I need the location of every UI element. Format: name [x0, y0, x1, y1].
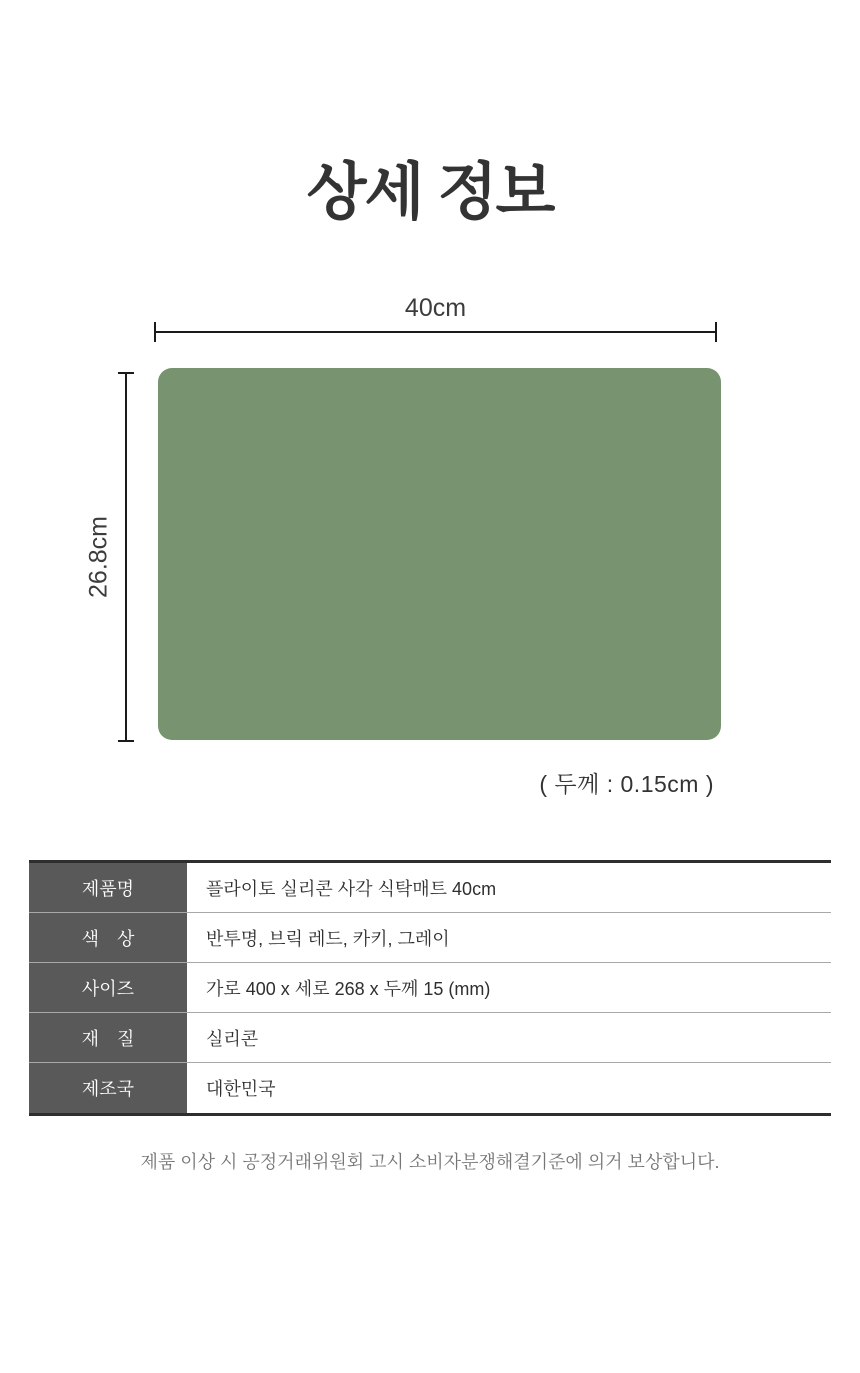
width-dimension-tick-right — [715, 322, 717, 342]
table-row — [29, 1013, 831, 1063]
table-row — [29, 1063, 831, 1113]
spec-value-color: 반투명, 브릭 레드, 카키, 그레이 — [187, 913, 831, 962]
spec-label-product-name: 제품명 — [29, 863, 187, 912]
spec-value-material: 실리콘 — [187, 1013, 831, 1062]
width-dimension-label: 40cm — [404, 294, 467, 322]
spec-label-size: 사이즈 — [29, 963, 187, 1012]
spec-value-size: 가로 400 x 세로 268 x 두께 15 (mm) — [187, 963, 831, 1012]
height-dimension-label: 26.8cm — [84, 516, 113, 598]
spec-label-color: 색 상 — [29, 913, 187, 962]
silicone-mat-image — [158, 368, 721, 740]
height-dimension-tick-top — [118, 372, 134, 374]
width-dimension-tick-left — [154, 322, 156, 342]
table-row — [29, 863, 831, 913]
page-title: 상세 정보 — [306, 158, 554, 227]
compensation-notice: 제품 이상 시 공정거래위원회 고시 소비자분쟁해결기준에 의거 보상합니다. — [140, 1152, 720, 1172]
thickness-note: ( 두께 : 0.15cm ) — [539, 771, 714, 797]
spec-value-origin: 대한민국 — [187, 1063, 831, 1113]
spec-label-material: 재 질 — [29, 1013, 187, 1062]
width-dimension-line — [155, 331, 716, 333]
table-row — [29, 963, 831, 1013]
height-dimension-line — [125, 373, 127, 741]
height-dimension-tick-bottom — [118, 740, 134, 742]
table-row — [29, 913, 831, 963]
spec-value-product-name: 플라이토 실리콘 사각 식탁매트 40cm — [187, 863, 831, 912]
spec-table — [29, 860, 831, 1116]
spec-label-origin: 제조국 — [29, 1063, 187, 1113]
